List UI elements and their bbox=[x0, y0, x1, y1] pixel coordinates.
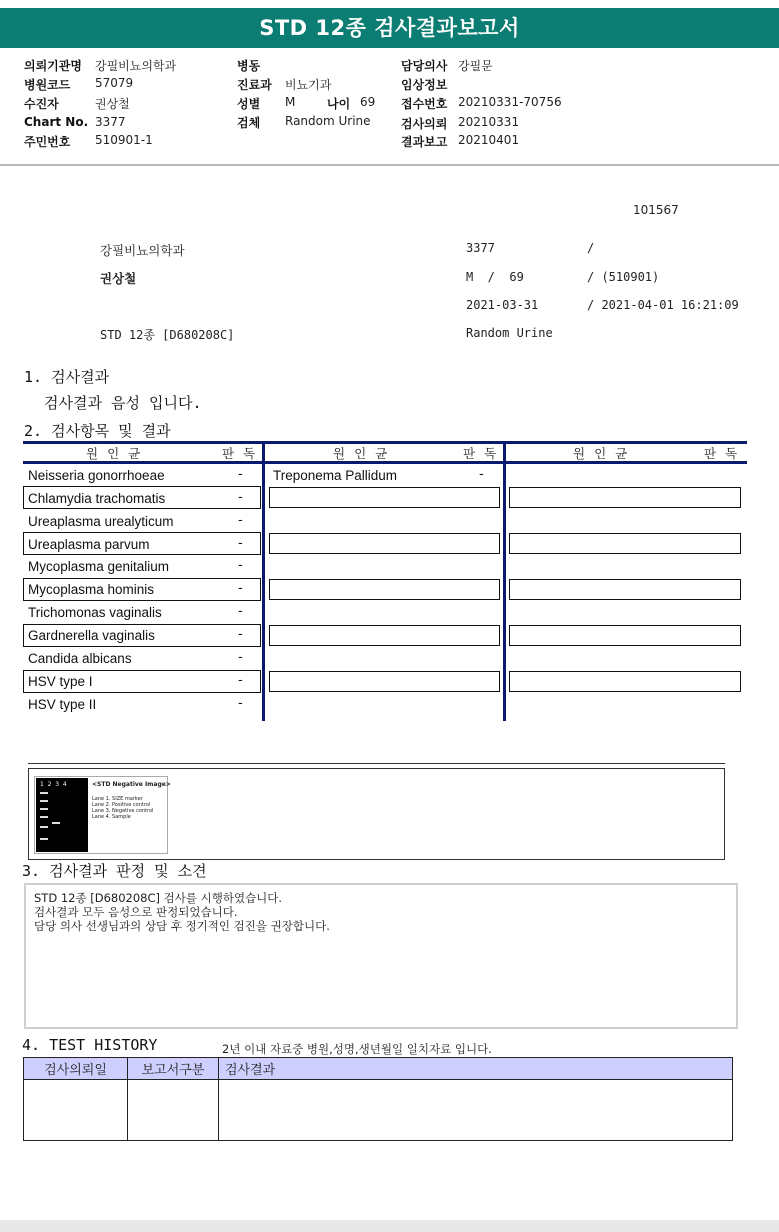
sex-value: M bbox=[285, 95, 296, 109]
marker-band bbox=[40, 808, 48, 810]
marker-band bbox=[40, 800, 48, 802]
body-sex-age: M / 69 bbox=[466, 270, 524, 284]
col-pathogen-3: 원인균 bbox=[573, 446, 637, 461]
marker-band bbox=[40, 816, 48, 818]
opinion-line: 담당 의사 선생님과의 상담 후 정기적인 검진을 권장합니다. bbox=[34, 919, 330, 933]
history-col-result: 검사결과 bbox=[219, 1058, 733, 1080]
row-box bbox=[509, 625, 741, 646]
section3-title: 3. 검사결과 판정 및 소견 bbox=[22, 862, 207, 880]
sex-label: 성별 bbox=[237, 97, 261, 111]
pathogen-name: Gardnerella vaginalis bbox=[28, 628, 155, 643]
pathogen-result: - bbox=[238, 536, 243, 551]
history-col-request-date: 검사의뢰일 bbox=[24, 1058, 128, 1080]
gel-lanes bbox=[36, 778, 88, 852]
request-date-label: 검사의뢰 bbox=[401, 117, 448, 131]
section2-title: 2. 검사항목 및 결과 bbox=[24, 422, 171, 440]
pathogen-name: Trichomonas vaginalis bbox=[28, 605, 162, 620]
chart-no-value: 3377 bbox=[95, 115, 126, 129]
pathogen-name: Treponema Pallidum bbox=[273, 468, 398, 483]
history-cell bbox=[128, 1080, 219, 1141]
table-col-divider-1 bbox=[262, 441, 265, 721]
col-pathogen-1: 원인균 bbox=[86, 446, 150, 461]
patient-value: 권상철 bbox=[95, 97, 130, 111]
row-box bbox=[509, 671, 741, 692]
pathogen-result: - bbox=[238, 513, 243, 528]
age-value: 69 bbox=[360, 95, 376, 109]
body-slash: / bbox=[587, 241, 595, 255]
patient-label: 수진자 bbox=[24, 97, 59, 111]
pathogen-name: Candida albicans bbox=[28, 651, 132, 666]
pathogen-name: Mycoplasma hominis bbox=[28, 582, 155, 597]
body-birth: / (510901) bbox=[587, 270, 660, 284]
body-request-date: 2021-03-31 bbox=[466, 298, 539, 312]
resident-no-label: 주민번호 bbox=[24, 135, 71, 149]
marker-band bbox=[40, 826, 48, 828]
col-pathogen-2: 원인균 bbox=[333, 446, 397, 461]
positive-band bbox=[52, 822, 60, 824]
opinion-line: 검사결과 모두 음성으로 판정되었습니다. bbox=[34, 905, 238, 919]
clinical-info-label: 임상정보 bbox=[401, 78, 448, 92]
hospital-label: 의뢰기관명 bbox=[24, 59, 82, 73]
col-result-2: 판독 bbox=[463, 446, 506, 461]
body-patient-name: 권상철 bbox=[100, 271, 137, 286]
gel-title: <STD Negative Image> bbox=[92, 781, 171, 788]
col-result-1: 판독 bbox=[222, 446, 265, 461]
history-cell bbox=[219, 1080, 733, 1141]
pathogen-name: Ureaplasma urealyticum bbox=[28, 514, 174, 529]
row-box bbox=[269, 625, 500, 646]
result-summary: 검사결과 음성 입니다. bbox=[44, 394, 202, 412]
pathogen-result: - bbox=[238, 673, 243, 688]
pathogen-name: Ureaplasma parvum bbox=[28, 537, 150, 552]
opinion-line: STD 12종 [D680208C] 검사를 시행하였습니다. bbox=[34, 891, 283, 905]
gel-legend-1: Lane 1. SIZE marker bbox=[92, 796, 143, 802]
pathogen-name: Chlamydia trachomatis bbox=[28, 491, 166, 506]
receipt-no-label: 접수번호 bbox=[401, 97, 448, 111]
department-value: 비뇨기과 bbox=[285, 78, 332, 92]
col-result-3: 판독 bbox=[704, 446, 747, 461]
receipt-no-value: 20210331-70756 bbox=[458, 95, 562, 109]
marker-band bbox=[40, 838, 48, 840]
pathogen-name: HSV type II bbox=[28, 697, 97, 712]
report-title: STD 12종 검사결과보고서 bbox=[0, 8, 779, 48]
pathogen-name: Mycoplasma genitalium bbox=[28, 559, 170, 574]
history-col-report-type: 보고서구분 bbox=[128, 1058, 219, 1080]
row-box bbox=[509, 487, 741, 508]
pathogen-result: - bbox=[238, 696, 243, 711]
pathogen-name: HSV type I bbox=[28, 674, 93, 689]
body-hospital: 강필비뇨의학과 bbox=[100, 243, 185, 258]
marker-band bbox=[40, 792, 48, 794]
section4-title: 4. TEST HISTORY bbox=[22, 1036, 158, 1054]
doctor-value: 강필문 bbox=[458, 59, 493, 73]
request-date-value: 20210331 bbox=[458, 115, 520, 129]
gel-legend-4: Lane 4. Sample bbox=[92, 814, 131, 820]
row-box bbox=[269, 487, 500, 508]
opinion-box bbox=[24, 883, 738, 1029]
department-label: 진료과 bbox=[237, 78, 272, 92]
pathogen-result: - bbox=[479, 467, 484, 482]
row-box bbox=[509, 533, 741, 554]
chart-no-label: Chart No. bbox=[24, 115, 89, 129]
history-cell bbox=[24, 1080, 128, 1141]
hospital-code-value: 57079 bbox=[95, 76, 134, 90]
footer-bar bbox=[0, 1220, 779, 1232]
gel-legend-3: Lane 3. Negative control bbox=[92, 808, 154, 814]
specimen-label: 검체 bbox=[237, 116, 261, 130]
body-chart-no: 3377 bbox=[466, 241, 495, 255]
body-specimen: Random Urine bbox=[466, 326, 553, 340]
row-box bbox=[269, 579, 500, 600]
row-box bbox=[269, 533, 500, 554]
report-date-value: 20210401 bbox=[458, 133, 520, 147]
pathogen-result: - bbox=[238, 627, 243, 642]
history-table bbox=[23, 1057, 733, 1141]
body-test-name: STD 12종 [D680208C] bbox=[100, 328, 235, 342]
table-col-divider-2 bbox=[503, 441, 506, 721]
hospital-code-label: 병원코드 bbox=[24, 78, 71, 92]
pathogen-name: Neisseria gonorrhoeae bbox=[28, 468, 165, 483]
pathogen-result: - bbox=[238, 490, 243, 505]
history-note: 2년 이내 자료중 병원,성명,생년월일 일치자료 입니다. bbox=[222, 1042, 492, 1056]
report-date-label: 결과보고 bbox=[401, 135, 448, 149]
doctor-label: 담당의사 bbox=[401, 59, 448, 73]
pathogen-result: - bbox=[238, 467, 243, 482]
hospital-value: 강필비뇨의학과 bbox=[95, 59, 177, 73]
pathogen-result: - bbox=[238, 581, 243, 596]
resident-no-value: 510901-1 bbox=[95, 133, 153, 147]
gel-legend-2: Lane 2. Positive control bbox=[92, 802, 151, 808]
report-number: 101567 bbox=[633, 203, 679, 217]
pathogen-result: - bbox=[238, 650, 243, 665]
row-box bbox=[269, 671, 500, 692]
section1-title: 1. 검사결과 bbox=[24, 368, 110, 386]
age-label: 나이 bbox=[327, 97, 351, 111]
pathogen-result: - bbox=[238, 604, 243, 619]
header-info bbox=[0, 48, 779, 166]
pathogen-result: - bbox=[238, 558, 243, 573]
lane-numbers: 1 2 3 4 bbox=[40, 781, 67, 788]
specimen-value: Random Urine bbox=[285, 114, 371, 128]
body-report-datetime: / 2021-04-01 16:21:09 bbox=[587, 298, 739, 312]
row-box bbox=[509, 579, 741, 600]
table-row bbox=[24, 1080, 733, 1141]
ward-label: 병동 bbox=[237, 59, 261, 73]
